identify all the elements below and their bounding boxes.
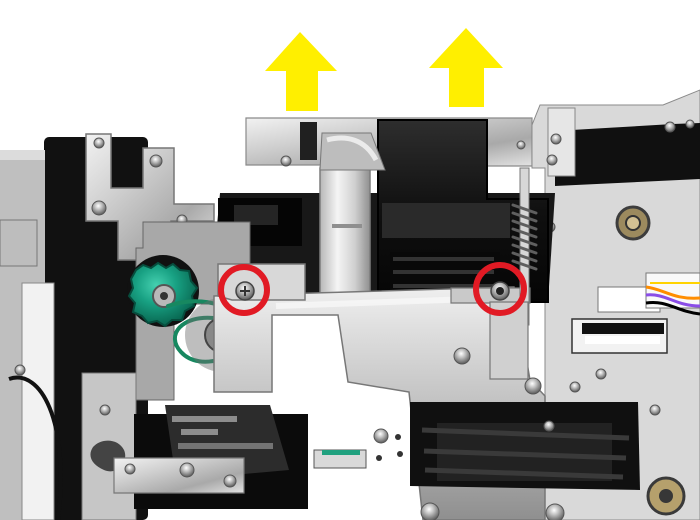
screw-right-marked: [491, 282, 509, 300]
small-label-text: [585, 325, 663, 342]
screw-left-marked: [236, 282, 254, 300]
